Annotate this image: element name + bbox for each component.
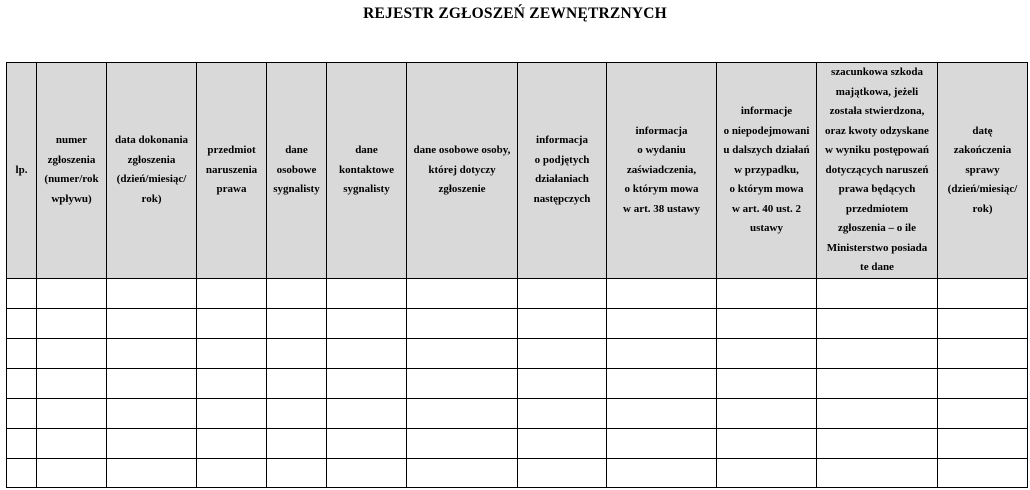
table-cell[interactable] bbox=[107, 338, 197, 368]
table-cell[interactable] bbox=[37, 338, 107, 368]
table-cell[interactable] bbox=[7, 368, 37, 398]
table-cell[interactable] bbox=[267, 458, 327, 487]
table-cell[interactable] bbox=[607, 338, 717, 368]
table-cell[interactable] bbox=[37, 428, 107, 458]
table-cell[interactable] bbox=[518, 368, 607, 398]
table-cell[interactable] bbox=[607, 398, 717, 428]
table-cell[interactable] bbox=[817, 338, 938, 368]
table-cell[interactable] bbox=[717, 338, 817, 368]
table-cell[interactable] bbox=[407, 458, 518, 487]
table-cell[interactable] bbox=[197, 398, 267, 428]
table-cell[interactable] bbox=[407, 308, 518, 338]
table-cell[interactable] bbox=[327, 458, 407, 487]
table-cell[interactable] bbox=[607, 428, 717, 458]
table-cell[interactable] bbox=[197, 458, 267, 487]
table-cell[interactable] bbox=[938, 458, 1028, 487]
header-violation-subject: przedmiot naruszenia prawa bbox=[197, 63, 267, 279]
table-cell[interactable] bbox=[267, 398, 327, 428]
header-concerned-person-data: dane osobowe osoby, której dotyczy zgłoszenie bbox=[407, 63, 518, 279]
table-cell[interactable] bbox=[267, 278, 327, 308]
table-cell[interactable] bbox=[197, 278, 267, 308]
table-cell[interactable] bbox=[327, 428, 407, 458]
table-row bbox=[7, 368, 1028, 398]
table-cell[interactable] bbox=[607, 368, 717, 398]
table-cell[interactable] bbox=[938, 278, 1028, 308]
table-cell[interactable] bbox=[107, 398, 197, 428]
table-cell[interactable] bbox=[407, 278, 518, 308]
table-cell[interactable] bbox=[327, 278, 407, 308]
table-cell[interactable] bbox=[407, 368, 518, 398]
table-cell[interactable] bbox=[327, 398, 407, 428]
table-cell[interactable] bbox=[7, 278, 37, 308]
table-cell[interactable] bbox=[267, 338, 327, 368]
table-cell[interactable] bbox=[107, 428, 197, 458]
header-follow-up-actions: informacja o podjętych działaniach następczych bbox=[518, 63, 607, 279]
table-cell[interactable] bbox=[197, 428, 267, 458]
table-cell[interactable] bbox=[607, 458, 717, 487]
table-cell[interactable] bbox=[7, 458, 37, 487]
table-body bbox=[7, 278, 1028, 487]
table-row bbox=[7, 428, 1028, 458]
table-cell[interactable] bbox=[327, 308, 407, 338]
header-lp: lp. bbox=[7, 63, 37, 279]
table-cell[interactable] bbox=[717, 458, 817, 487]
table-cell[interactable] bbox=[938, 338, 1028, 368]
table-cell[interactable] bbox=[37, 308, 107, 338]
table-cell[interactable] bbox=[817, 308, 938, 338]
table-cell[interactable] bbox=[717, 428, 817, 458]
header-row bbox=[7, 63, 1028, 279]
header-closing-date: datę zakończenia sprawy (dzień/miesiąc/ rok) bbox=[938, 63, 1028, 279]
register-table bbox=[6, 62, 1028, 488]
table-cell[interactable] bbox=[938, 368, 1028, 398]
table-cell[interactable] bbox=[107, 368, 197, 398]
table-cell[interactable] bbox=[7, 308, 37, 338]
table-row bbox=[7, 308, 1028, 338]
table-cell[interactable] bbox=[107, 308, 197, 338]
table-cell[interactable] bbox=[407, 398, 518, 428]
table-cell[interactable] bbox=[37, 458, 107, 487]
header-report-date: data dokonania zgłoszenia (dzień/miesiąc/ rok) bbox=[107, 63, 197, 279]
table-cell[interactable] bbox=[327, 368, 407, 398]
table-cell[interactable] bbox=[938, 308, 1028, 338]
table-cell[interactable] bbox=[197, 368, 267, 398]
table-cell[interactable] bbox=[817, 368, 938, 398]
table-cell[interactable] bbox=[938, 428, 1028, 458]
table-cell[interactable] bbox=[717, 368, 817, 398]
table-cell[interactable] bbox=[407, 338, 518, 368]
table-cell[interactable] bbox=[518, 278, 607, 308]
table-cell[interactable] bbox=[817, 398, 938, 428]
table-cell[interactable] bbox=[607, 278, 717, 308]
table-row bbox=[7, 398, 1028, 428]
table-cell[interactable] bbox=[938, 398, 1028, 428]
table-cell[interactable] bbox=[518, 308, 607, 338]
table-cell[interactable] bbox=[817, 458, 938, 487]
table-cell[interactable] bbox=[817, 278, 938, 308]
page-title: REJESTR ZGŁOSZEŃ ZEWNĘTRZNYCH bbox=[363, 5, 667, 22]
table-cell[interactable] bbox=[107, 458, 197, 487]
table-cell[interactable] bbox=[37, 278, 107, 308]
header-certificate-info: informacja o wydaniu zaświadczenia, o którym mowa w art. 38 ustawy bbox=[607, 63, 717, 279]
table-cell[interactable] bbox=[407, 428, 518, 458]
table-cell[interactable] bbox=[717, 398, 817, 428]
table-row bbox=[7, 338, 1028, 368]
table-cell[interactable] bbox=[518, 398, 607, 428]
header-estimated-damage: szacunkowa szkoda majątkowa, jeżeli została stwierdzona, oraz kwoty odzyskane w wyniku postępowań dotyczących naruszeń prawa będących przedmiotem zgłoszenia – o ile Ministerstwo posiada te dane bbox=[817, 63, 938, 279]
table-row bbox=[7, 458, 1028, 487]
table-cell[interactable] bbox=[607, 308, 717, 338]
table-cell[interactable] bbox=[107, 278, 197, 308]
table-cell[interactable] bbox=[267, 308, 327, 338]
table-cell[interactable] bbox=[518, 428, 607, 458]
header-no-further-action-info: informacje o niepodejmowani u dalszych działań w przypadku, o którym mowa w art. 40 ust. 2 ustawy bbox=[717, 63, 817, 279]
header-whistleblower-contact-data: dane kontaktowe sygnalisty bbox=[327, 63, 407, 279]
table-cell[interactable] bbox=[197, 338, 267, 368]
table-cell[interactable] bbox=[7, 398, 37, 428]
table-cell[interactable] bbox=[7, 338, 37, 368]
table-cell[interactable] bbox=[327, 338, 407, 368]
header-whistleblower-personal-data: dane osobowe sygnalisty bbox=[267, 63, 327, 279]
header-report-number: numer zgłoszenia (numer/rok wpływu) bbox=[37, 63, 107, 279]
table-cell[interactable] bbox=[717, 278, 817, 308]
table-cell[interactable] bbox=[267, 428, 327, 458]
table-cell[interactable] bbox=[7, 428, 37, 458]
table-cell[interactable] bbox=[518, 338, 607, 368]
table-cell[interactable] bbox=[267, 368, 327, 398]
table-cell[interactable] bbox=[717, 308, 817, 338]
table-cell[interactable] bbox=[518, 458, 607, 487]
table-cell[interactable] bbox=[37, 368, 107, 398]
table-cell[interactable] bbox=[37, 398, 107, 428]
table-cell[interactable] bbox=[197, 308, 267, 338]
table-row bbox=[7, 278, 1028, 308]
table-cell[interactable] bbox=[817, 428, 938, 458]
